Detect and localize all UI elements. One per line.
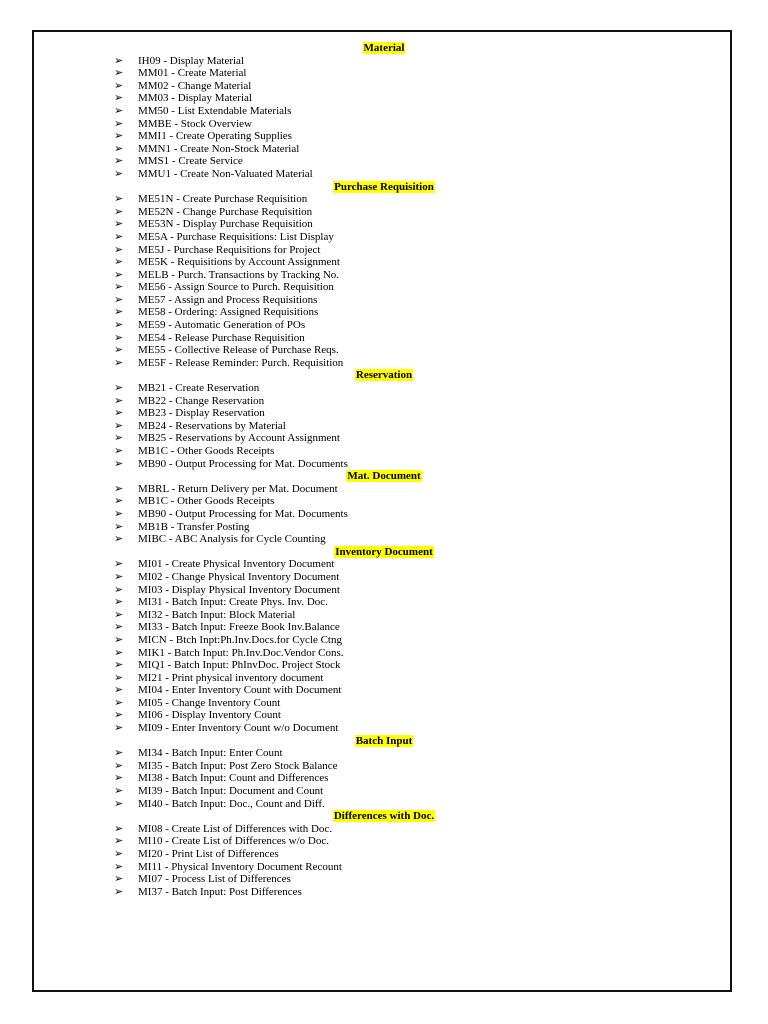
list-item-text: MI34 - Batch Input: Enter Count (138, 747, 283, 760)
list-item-text: MMS1 - Create Service (138, 155, 243, 168)
list-item-text: ME5A - Purchase Requisitions: List Display (138, 230, 334, 243)
arrow-bullet-icon: ➢ (114, 872, 124, 886)
list-item (82, 722, 686, 735)
list-item-text: ME52N - Change Purchase Requisition (138, 205, 313, 218)
arrow-bullet-icon: ➢ (114, 645, 124, 659)
arrow-bullet-icon: ➢ (114, 884, 124, 898)
arrow-bullet-icon: ➢ (114, 229, 124, 243)
arrow-bullet-icon: ➢ (114, 393, 124, 407)
list-item-text: MI31 - Batch Input: Create Phys. Inv. Doc. (138, 596, 328, 609)
list-item-text: ME54 - Release Purchase Requisition (138, 331, 305, 344)
arrow-bullet-icon: ➢ (114, 192, 124, 206)
list-item-text: MI07 - Process List of Differences (138, 873, 291, 886)
list-item-text: MI38 - Batch Input: Count and Differences (138, 772, 329, 785)
arrow-bullet-icon: ➢ (114, 53, 124, 67)
list-item (82, 193, 686, 206)
section-heading-purchase-requisition (82, 181, 686, 194)
arrow-bullet-icon: ➢ (114, 355, 124, 369)
list-item (82, 92, 686, 105)
arrow-bullet-icon: ➢ (114, 519, 124, 533)
arrow-bullet-icon: ➢ (114, 406, 124, 420)
list-item (82, 596, 686, 609)
arrow-bullet-icon: ➢ (114, 330, 124, 344)
arrow-bullet-icon: ➢ (114, 632, 124, 646)
arrow-bullet-icon: ➢ (114, 721, 124, 735)
arrow-bullet-icon: ➢ (114, 607, 124, 621)
section-heading-label: Inventory Document (335, 545, 433, 558)
list-item-text: IH09 - Display Material (138, 54, 244, 67)
arrow-bullet-icon: ➢ (114, 569, 124, 583)
list-item (82, 407, 686, 420)
list-item (82, 647, 686, 660)
list-item (82, 80, 686, 93)
arrow-bullet-icon: ➢ (114, 771, 124, 785)
list-item-text: MI21 - Print physical inventory document (138, 671, 324, 684)
arrow-bullet-icon: ➢ (114, 595, 124, 609)
arrow-bullet-icon: ➢ (114, 204, 124, 218)
list-item-text: MI08 - Create List of Differences with Doc. (138, 822, 333, 835)
section-heading-differences-with-doc (82, 810, 686, 823)
list-item-text: MB1B - Transfer Posting (138, 520, 250, 533)
list-item-text: MIBC - ABC Analysis for Cycle Counting (138, 533, 326, 546)
list-item (82, 483, 686, 496)
arrow-bullet-icon: ➢ (114, 506, 124, 520)
list-item (82, 231, 686, 244)
arrow-bullet-icon: ➢ (114, 103, 124, 117)
arrow-bullet-icon: ➢ (114, 78, 124, 92)
list-item-text: MI01 - Create Physical Inventory Document (138, 558, 335, 571)
list-item (82, 886, 686, 899)
arrow-bullet-icon: ➢ (114, 280, 124, 294)
arrow-bullet-icon: ➢ (114, 217, 124, 231)
list-item (82, 823, 686, 836)
list-item-text: MB24 - Reservations by Material (138, 419, 286, 432)
list-item-text: MI09 - Enter Inventory Count w/o Document (138, 722, 339, 735)
arrow-bullet-icon: ➢ (114, 821, 124, 835)
list-item-text: MI03 - Display Physical Inventory Document (138, 583, 340, 596)
list-item-text: MB25 - Reservations by Account Assignment (138, 432, 340, 445)
list-item-text: MIQ1 - Batch Input: PhInvDoc. Project Stock (138, 659, 341, 672)
arrow-bullet-icon: ➢ (114, 154, 124, 168)
list-item-text: ME57 - Assign and Process Requisitions (138, 293, 318, 306)
arrow-bullet-icon: ➢ (114, 658, 124, 672)
arrow-bullet-icon: ➢ (114, 456, 124, 470)
arrow-bullet-icon: ➢ (114, 796, 124, 810)
arrow-bullet-icon: ➢ (114, 66, 124, 80)
list-item-text: MI20 - Print List of Differences (138, 848, 279, 860)
list-item-text: MM02 - Change Material (138, 79, 252, 92)
list-item-text: ME59 - Automatic Generation of POs (138, 319, 306, 332)
list-item-text: MIK1 - Batch Input: Ph.Inv.Doc.Vendor Cons. (138, 646, 344, 659)
list-item-text: MM03 - Display Material (138, 92, 252, 105)
arrow-bullet-icon: ➢ (114, 481, 124, 495)
arrow-bullet-icon: ➢ (114, 305, 124, 319)
arrow-bullet-icon: ➢ (114, 695, 124, 709)
arrow-bullet-icon: ➢ (114, 670, 124, 684)
list-item (82, 332, 686, 345)
list-item-text: ME55 - Collective Release of Purchase Reqs. (138, 344, 339, 357)
list-item (82, 105, 686, 118)
arrow-bullet-icon: ➢ (114, 620, 124, 634)
list-item-text: MMU1 - Create Non-Valuated Material (138, 167, 313, 180)
list-item-text: ME51N - Create Purchase Requisition (138, 193, 308, 206)
section-heading-material (82, 42, 686, 55)
list-item (82, 395, 686, 408)
list-item (82, 206, 686, 219)
list-item (82, 584, 686, 597)
arrow-bullet-icon: ➢ (114, 683, 124, 697)
arrow-bullet-icon: ➢ (114, 166, 124, 180)
list-item (82, 495, 686, 508)
list-item (82, 218, 686, 231)
list-item (82, 143, 686, 156)
list-item (82, 67, 686, 80)
list-item (82, 382, 686, 395)
list-item (82, 508, 686, 521)
list-item (82, 659, 686, 672)
section-heading-label: Material (363, 42, 405, 54)
list-item (82, 168, 686, 181)
section-heading-reservation (82, 369, 686, 382)
list-item-text: MI39 - Batch Input: Document and Count (138, 785, 324, 798)
list-item-text: MI10 - Create List of Differences w/o Doc. (138, 835, 330, 848)
list-item (82, 281, 686, 294)
list-item (82, 269, 686, 282)
list-item (82, 634, 686, 647)
arrow-bullet-icon: ➢ (114, 91, 124, 105)
arrow-bullet-icon: ➢ (114, 847, 124, 860)
list-item-text: MI05 - Change Inventory Count (138, 696, 281, 709)
list-item (82, 558, 686, 571)
list-item (82, 533, 686, 546)
list-item-text: MI35 - Batch Input: Post Zero Stock Balance (138, 759, 338, 772)
list-item-text: MB22 - Change Reservation (138, 394, 265, 407)
list-item (82, 420, 686, 433)
list-item (82, 319, 686, 332)
list-item-text: MB21 - Create Reservation (138, 382, 260, 395)
list-item (82, 697, 686, 710)
list-item-text: MI37 - Batch Input: Post Differences (138, 885, 302, 898)
list-item-text: MI06 - Display Inventory Count (138, 709, 281, 722)
list-item (82, 709, 686, 722)
arrow-bullet-icon: ➢ (114, 532, 124, 546)
list-item-text: MELB - Purch. Transactions by Tracking No. (138, 268, 340, 281)
list-item (82, 306, 686, 319)
arrow-bullet-icon: ➢ (114, 859, 124, 873)
list-item-text: MICN - Btch Inpt:Ph.Inv.Docs.for Cycle Ctng (138, 633, 342, 646)
list-item (82, 432, 686, 445)
section-heading-label: Differences with Doc. (333, 810, 435, 823)
list-item (82, 684, 686, 697)
arrow-bullet-icon: ➢ (114, 381, 124, 395)
arrow-bullet-icon: ➢ (114, 318, 124, 332)
arrow-bullet-icon: ➢ (114, 758, 124, 772)
list-item-text: ME5K - Requisitions by Account Assignment (138, 256, 340, 269)
list-item (82, 747, 686, 760)
list-item (82, 458, 686, 471)
list-item-text: MI40 - Batch Input: Doc., Count and Diff. (138, 797, 325, 810)
list-item (82, 760, 686, 773)
list-item (82, 571, 686, 584)
list-item (82, 155, 686, 168)
list-item-text: MB1C - Other Goods Receipts (138, 495, 275, 508)
list-item-text: MI33 - Batch Input: Freeze Book Inv.Balance (138, 621, 340, 634)
arrow-bullet-icon: ➢ (114, 129, 124, 143)
section-heading-batch-input (82, 735, 686, 748)
list-item (82, 357, 686, 370)
arrow-bullet-icon: ➢ (114, 582, 124, 596)
arrow-bullet-icon: ➢ (114, 431, 124, 445)
document-content (82, 42, 686, 898)
list-item (82, 621, 686, 634)
list-item-text: MI32 - Batch Input: Block Material (138, 608, 296, 621)
list-item (82, 256, 686, 269)
list-item (82, 521, 686, 534)
list-item-text: ME53N - Display Purchase Requisition (138, 218, 313, 231)
list-item (82, 785, 686, 798)
list-item-text: MB23 - Display Reservation (138, 407, 265, 420)
list-item-text: MI04 - Enter Inventory Count with Document (138, 684, 342, 697)
list-item-text: MB90 - Output Processing for Mat. Documents (138, 507, 348, 520)
list-item (82, 848, 686, 861)
list-item (82, 861, 686, 874)
list-item (82, 294, 686, 307)
arrow-bullet-icon: ➢ (114, 444, 124, 457)
list-item (82, 118, 686, 131)
section-heading-label: Mat. Document (347, 470, 421, 483)
arrow-bullet-icon: ➢ (114, 494, 124, 508)
arrow-bullet-icon: ➢ (114, 708, 124, 722)
section-heading-mat-document (82, 470, 686, 483)
list-item (82, 445, 686, 458)
list-item (82, 344, 686, 357)
arrow-bullet-icon: ➢ (114, 834, 124, 848)
list-item (82, 798, 686, 811)
list-item (82, 772, 686, 785)
list-item-text: MMN1 - Create Non-Stock Material (138, 142, 300, 155)
list-item-text: MB90 - Output Processing for Mat. Documents (138, 457, 348, 470)
section-heading-label: Batch Input (355, 734, 413, 747)
arrow-bullet-icon: ➢ (114, 343, 124, 357)
list-item-text: ME56 - Assign Source to Purch. Requisition (138, 281, 334, 294)
list-item (82, 609, 686, 622)
list-item-text: MM01 - Create Material (138, 67, 247, 80)
arrow-bullet-icon: ➢ (114, 141, 124, 155)
arrow-bullet-icon: ➢ (114, 557, 124, 571)
list-item-text: MI11 - Physical Inventory Document Recount (138, 860, 342, 873)
list-item-text: ME58 - Ordering: Assigned Requisitions (138, 306, 319, 319)
list-item (82, 244, 686, 257)
list-item-text: MI02 - Change Physical Inventory Document (138, 570, 340, 583)
arrow-bullet-icon: ➢ (114, 746, 124, 760)
arrow-bullet-icon: ➢ (114, 418, 124, 432)
arrow-bullet-icon: ➢ (114, 267, 124, 281)
arrow-bullet-icon: ➢ (114, 116, 124, 130)
list-item-text: MMI1 - Create Operating Supplies (138, 130, 292, 143)
section-heading-label: Purchase Requisition (334, 180, 434, 193)
list-item-text: MB1C - Other Goods Receipts (138, 445, 275, 457)
list-item-text: MBRL - Return Delivery per Mat. Document (138, 482, 338, 495)
section-heading-label: Reservation (355, 369, 413, 382)
list-item (82, 873, 686, 886)
list-item-text: ME5F - Release Reminder: Purch. Requisition (138, 356, 344, 369)
arrow-bullet-icon: ➢ (114, 784, 124, 798)
list-item (82, 835, 686, 848)
list-item (82, 55, 686, 68)
list-item-text: ME5J - Purchase Requisitions for Project (138, 243, 321, 256)
list-item (82, 672, 686, 685)
list-item-text: MM50 - List Extendable Materials (138, 104, 292, 117)
section-heading-inventory-document (82, 546, 686, 559)
list-item-text: MMBE - Stock Overview (138, 117, 252, 130)
list-item (82, 130, 686, 143)
arrow-bullet-icon: ➢ (114, 255, 124, 269)
arrow-bullet-icon: ➢ (114, 292, 124, 306)
arrow-bullet-icon: ➢ (114, 242, 124, 256)
